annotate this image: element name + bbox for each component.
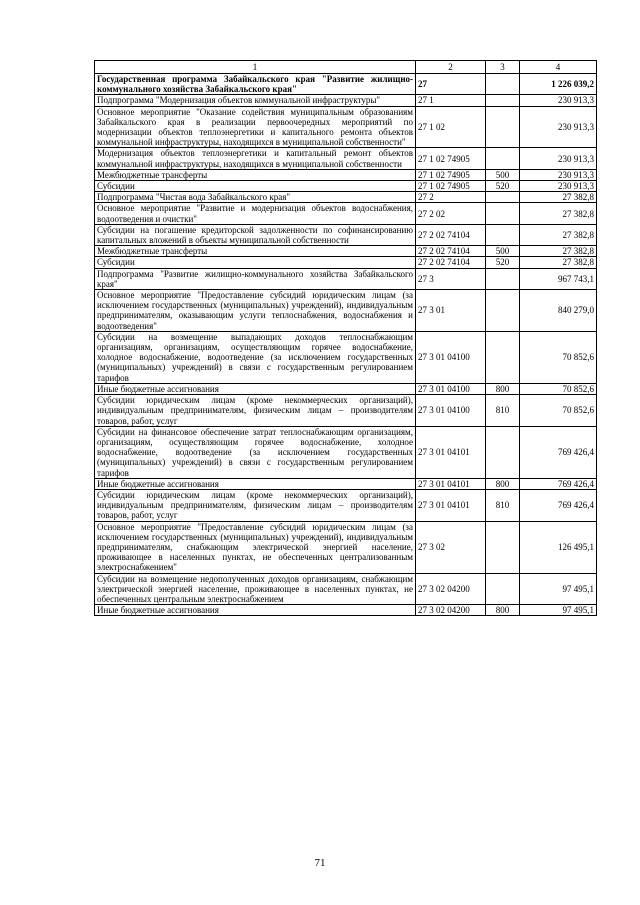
table-row [95, 478, 597, 489]
row-expense-type-cell [486, 203, 520, 224]
row-code-cell: 27 2 [416, 192, 486, 203]
header-col-2: 2 [416, 61, 486, 74]
row-expense-type-cell [486, 106, 520, 148]
row-code-cell: 27 2 02 74104 [416, 257, 486, 268]
table-row [95, 521, 597, 573]
row-expense-type-cell [486, 95, 520, 106]
row-expense-type-cell [486, 148, 520, 169]
row-name-cell: Подпрограмма "Модернизация объектов коммунальной инфраструктуры" [95, 95, 416, 106]
table-row [95, 331, 597, 383]
row-code-cell: 27 3 02 04200 [416, 605, 486, 616]
row-code-cell: 27 1 02 74905 [416, 181, 486, 192]
row-code-cell: 27 3 02 04200 [416, 573, 486, 605]
row-name-cell: Субсидии на погашение кредиторской задолженности по софинансированию капитальных вложений в объекты муниципальной собственности [95, 224, 416, 245]
row-amount-cell: 230 913,3 [520, 148, 597, 169]
row-expense-type-cell [486, 331, 520, 383]
row-amount-cell: 27 382,8 [520, 246, 597, 257]
row-amount-cell: 230 913,3 [520, 95, 597, 106]
row-amount-cell: 27 382,8 [520, 203, 597, 224]
row-name-cell: Межбюджетные трансферты [95, 246, 416, 257]
row-code-cell: 27 1 02 74905 [416, 148, 486, 169]
row-code-cell: 27 1 02 [416, 106, 486, 148]
row-name-cell: Иные бюджетные ассигнования [95, 478, 416, 489]
row-amount-cell: 769 426,4 [520, 489, 597, 521]
table-row [95, 489, 597, 521]
table-row [95, 169, 597, 180]
table-row [95, 181, 597, 192]
budget-table [94, 60, 597, 616]
table-row [95, 268, 597, 289]
row-code-cell: 27 3 01 [416, 290, 486, 332]
row-code-cell: 27 2 02 74104 [416, 246, 486, 257]
row-code-cell: 27 3 02 [416, 521, 486, 573]
row-expense-type-cell [486, 573, 520, 605]
row-name-cell: Иные бюджетные ассигнования [95, 605, 416, 616]
row-name-cell: Субсидии на возмещение недополученных доходов организациям, снабжающим электрической энергией население, проживающее в населенных пунктах, не обеспеченных центральным электроснабжением [95, 573, 416, 605]
table-header [95, 61, 597, 74]
table-row [95, 203, 597, 224]
row-name-cell: Межбюджетные трансферты [95, 169, 416, 180]
row-expense-type-cell [486, 74, 520, 95]
table-row [95, 106, 597, 148]
row-name-cell: Субсидии [95, 181, 416, 192]
row-amount-cell: 97 495,1 [520, 605, 597, 616]
row-code-cell: 27 3 01 04101 [416, 478, 486, 489]
row-name-cell: Основное мероприятие "Предоставление субсидий юридическим лицам (за исключением государственных (муниципальных) учреждений), индивидуальным предпринимателям, снабжающим электрической энергией население, проживающее в населенных пунктах, не обеспеченных централизованным электроснабжением" [95, 521, 416, 573]
row-expense-type-cell: 500 [486, 169, 520, 180]
row-amount-cell: 967 743,1 [520, 268, 597, 289]
row-expense-type-cell: 520 [486, 257, 520, 268]
row-amount-cell: 230 913,3 [520, 181, 597, 192]
row-expense-type-cell: 800 [486, 605, 520, 616]
row-code-cell: 27 3 01 04101 [416, 426, 486, 478]
table-row [95, 95, 597, 106]
table-row [95, 573, 597, 605]
row-amount-cell: 840 279,0 [520, 290, 597, 332]
row-code-cell: 27 2 02 [416, 203, 486, 224]
row-code-cell: 27 3 01 04100 [416, 331, 486, 383]
row-amount-cell: 230 913,3 [520, 106, 597, 148]
row-expense-type-cell: 810 [486, 489, 520, 521]
table-body [95, 74, 597, 616]
row-expense-type-cell: 500 [486, 246, 520, 257]
row-expense-type-cell [486, 426, 520, 478]
row-name-cell: Субсидии юридическим лицам (кроме некоммерческих организаций), индивидуальным предпринимателям, физическим лицам – производителям товаров, работ, услуг [95, 395, 416, 427]
row-name-cell: Подпрограмма "Чистая вода Забайкальского края" [95, 192, 416, 203]
table-row [95, 148, 597, 169]
row-code-cell: 27 3 [416, 268, 486, 289]
header-col-4: 4 [520, 61, 597, 74]
row-name-cell: Государственная программа Забайкальского края "Развитие жилищно-коммунального хозяйства Забайкальского края" [95, 74, 416, 95]
row-name-cell: Субсидии на возмещение выпадающих доходов теплоснабжающим организациям, организациям, осуществляющим горячее водоснабжение, холодное водоснабжение, водоотведение (за исключением государственных (муниципальных) учреждений) в связи с государственным регулированием тарифов [95, 331, 416, 383]
row-expense-type-cell [486, 268, 520, 289]
row-amount-cell: 1 226 039,2 [520, 74, 597, 95]
row-code-cell: 27 [416, 74, 486, 95]
row-amount-cell: 769 426,4 [520, 478, 597, 489]
table-row [95, 605, 597, 616]
table-row [95, 257, 597, 268]
row-amount-cell: 70 852,6 [520, 383, 597, 394]
row-expense-type-cell [486, 290, 520, 332]
row-code-cell: 27 2 02 74104 [416, 224, 486, 245]
row-expense-type-cell: 800 [486, 478, 520, 489]
row-name-cell: Основное мероприятие "Оказание содействия муниципальным образованиям Забайкальского края в реализации первоочередных мероприятий по модернизации объектов теплоэнергетики и капитального ремонта объектов коммунальной инфраструктуры, находящихся в муниципальной собственности" [95, 106, 416, 148]
row-amount-cell: 97 495,1 [520, 573, 597, 605]
table-row [95, 395, 597, 427]
row-expense-type-cell [486, 224, 520, 245]
row-name-cell: Подпрограмма "Развитие жилищно-коммунального хозяйства Забайкальского края" [95, 268, 416, 289]
row-amount-cell: 27 382,8 [520, 192, 597, 203]
row-code-cell: 27 3 01 04101 [416, 489, 486, 521]
row-code-cell: 27 3 01 04100 [416, 395, 486, 427]
row-name-cell: Основное мероприятие "Развитие и модернизация объектов водоснабжения, водоотведения и очистки" [95, 203, 416, 224]
row-expense-type-cell: 800 [486, 383, 520, 394]
header-col-3: 3 [486, 61, 520, 74]
table-row [95, 192, 597, 203]
row-name-cell: Субсидии юридическим лицам (кроме некоммерческих организаций), индивидуальным предпринимателям, физическим лицам – производителям товаров, работ, услуг [95, 489, 416, 521]
row-code-cell: 27 3 01 04100 [416, 383, 486, 394]
row-code-cell: 27 1 02 74905 [416, 169, 486, 180]
table-row [95, 290, 597, 332]
row-amount-cell: 769 426,4 [520, 426, 597, 478]
table-row [95, 246, 597, 257]
row-amount-cell: 27 382,8 [520, 257, 597, 268]
row-amount-cell: 230 913,3 [520, 169, 597, 180]
page-number: 71 [314, 857, 326, 869]
table-row [95, 383, 597, 394]
row-expense-type-cell: 810 [486, 395, 520, 427]
row-amount-cell: 70 852,6 [520, 395, 597, 427]
row-name-cell: Основное мероприятие "Предоставление субсидий юридическим лицам (за исключением государственных (муниципальных) учреждений), индивидуальным предпринимателям, оказывающим услуги теплоснабжения, водоснабжения и водоотведения" [95, 290, 416, 332]
row-amount-cell: 27 382,8 [520, 224, 597, 245]
row-expense-type-cell: 520 [486, 181, 520, 192]
row-name-cell: Иные бюджетные ассигнования [95, 383, 416, 394]
table-row [95, 426, 597, 478]
row-name-cell: Субсидии [95, 257, 416, 268]
row-expense-type-cell [486, 521, 520, 573]
header-col-1: 1 [95, 61, 416, 74]
row-expense-type-cell [486, 192, 520, 203]
row-amount-cell: 126 495,1 [520, 521, 597, 573]
row-amount-cell: 70 852,6 [520, 331, 597, 383]
table-row [95, 74, 597, 95]
row-name-cell: Субсидии на финансовое обеспечение затрат теплоснабжающим организациям, организациям, осуществляющим горячее водоснабжение, холодное водоснабжение, водоотведение (за исключением государственных (муниципальных) учреждений) в связи с государственным регулированием тарифов [95, 426, 416, 478]
row-name-cell: Модернизация объектов теплоэнергетики и капитальный ремонт объектов коммунальной инфраструктуры, находящихся в муниципальной собственности [95, 148, 416, 169]
table-row [95, 224, 597, 245]
row-code-cell: 27 1 [416, 95, 486, 106]
